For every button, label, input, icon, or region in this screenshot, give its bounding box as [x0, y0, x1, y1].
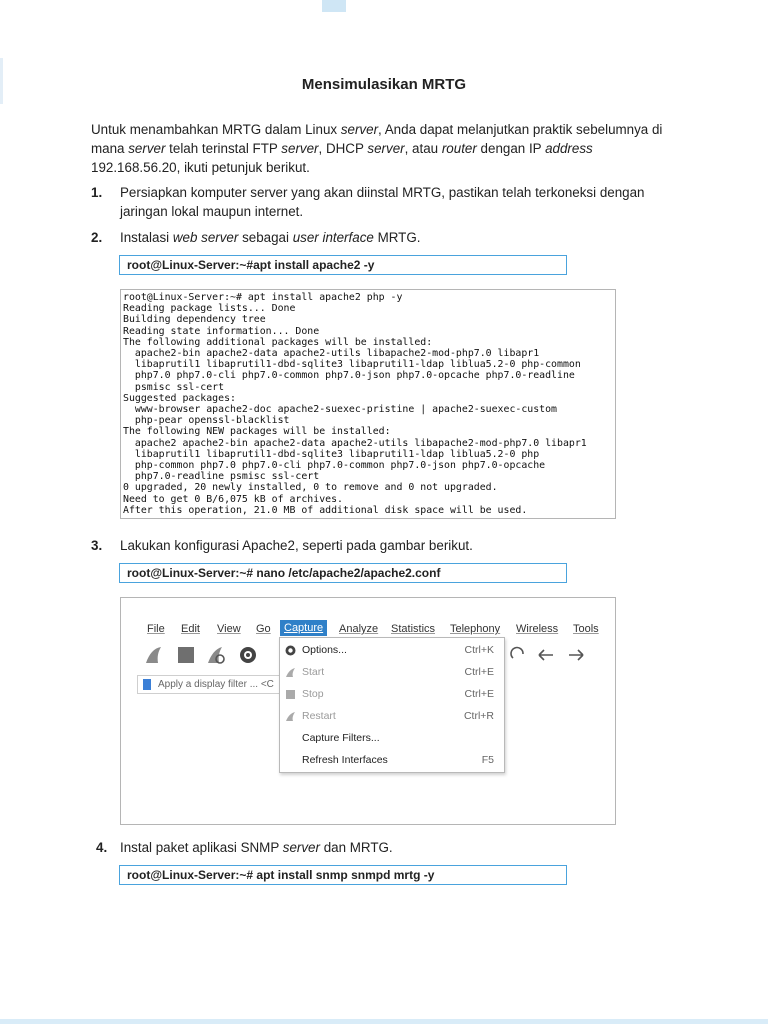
filter-placeholder: Apply a display filter ... <C — [158, 679, 274, 690]
menu-file[interactable]: File — [147, 623, 165, 635]
wireshark-menubar — [147, 620, 617, 638]
text-run: 192.168.56.20, ikuti petunjuk berikut. — [91, 160, 310, 175]
step-number: 4. — [96, 840, 108, 855]
menu-go[interactable]: Go — [256, 623, 271, 635]
terminal-line: libaprutil1 libaprutil1-dbd-sqlite3 libaprutil1-ldap liblua5.2-0 php — [123, 448, 540, 460]
terminal-line: psmisc ssl-cert — [123, 381, 225, 393]
menu-wireless[interactable]: Wireless — [516, 623, 559, 635]
terminal-line: apache2 apache2-bin apache2-data apache2-utils libapache2-mod-php7.0 libapr1 — [123, 437, 587, 449]
menu-telephony[interactable]: Telephony — [450, 623, 501, 635]
forward-arrow-icon[interactable] — [565, 644, 587, 666]
step-text — [120, 838, 681, 857]
terminal-line: php-pear openssl-blacklist — [123, 415, 290, 427]
text-run: Lakukan konfigurasi Apache2, seperti pada gambar berikut. — [120, 538, 473, 553]
step-2 — [91, 228, 681, 247]
command-box-nano: root@Linux-Server:~# nano /etc/apache2/apache2.conf — [119, 563, 567, 583]
stop-square-icon — [285, 689, 296, 700]
italic-text: router — [441, 141, 477, 156]
gear-icon — [285, 645, 296, 656]
bookmark-icon[interactable] — [143, 679, 151, 690]
stop-square-icon[interactable] — [175, 644, 197, 666]
terminal-line: The following NEW packages will be installed: — [123, 426, 391, 438]
terminal-line: libaprutil1 libaprutil1-dbd-sqlite3 libaprutil1-ldap liblua5.2-0 php-common — [123, 359, 581, 371]
step-number: 3. — [91, 538, 103, 553]
page-top-tab — [322, 0, 346, 12]
terminal-line: apache2-bin apache2-data apache2-utils libapache2-mod-php7.0 libapr1 — [123, 348, 540, 360]
text-run: , atau — [404, 141, 442, 156]
command-box-snmp: root@Linux-Server:~# apt install snmp snmpd mrtg -y — [119, 865, 567, 885]
terminal-line: php7.0 php7.0-cli php7.0-common php7.0-json php7.0-opcache php7.0-readline — [123, 370, 575, 382]
terminal-line: root@Linux-Server:~# apt install apache2 php -y — [123, 292, 403, 303]
terminal-line: The following additional packages will be installed: — [123, 336, 433, 348]
italic-text: server — [128, 141, 166, 156]
menu-item-refresh-interfaces[interactable]: Refresh Interfaces F5 — [302, 754, 494, 766]
back-arrow-icon[interactable] — [535, 644, 557, 666]
text-run: telah terinstal FTP — [165, 141, 282, 156]
text-run: dan MRTG. — [319, 840, 393, 855]
terminal-line: Building dependency tree — [123, 314, 266, 326]
terminal-line: php7.0-readline psmisc ssl-cert — [123, 471, 320, 483]
step-text — [120, 536, 681, 555]
italic-text: address — [545, 141, 593, 156]
menu-view[interactable]: View — [217, 623, 241, 635]
step-3 — [91, 536, 681, 555]
page-title: Mensimulasikan MRTG — [301, 76, 467, 93]
menu-item-restart[interactable]: Restart Ctrl+R — [280, 706, 504, 726]
text-run: , DHCP — [318, 141, 368, 156]
intro-paragraph — [91, 120, 671, 177]
italic-text: web server — [172, 230, 239, 245]
text-run: sebagai — [238, 230, 293, 245]
italic-text: server — [282, 840, 320, 855]
step-number: 2. — [91, 230, 103, 245]
text-run: MRTG. — [373, 230, 421, 245]
italic-text: server — [281, 141, 319, 156]
restart-fin-icon[interactable] — [205, 644, 227, 666]
terminal-screenshot — [120, 289, 616, 519]
italic-text: server — [367, 141, 405, 156]
menu-item-options[interactable]: Options... Ctrl+K — [280, 640, 504, 660]
terminal-line: www-browser apache2-doc apache2-suexec-pristine | apache2-suexec-custom — [123, 404, 558, 416]
step-number: 1. — [91, 185, 103, 200]
menu-analyze[interactable]: Analyze — [339, 623, 379, 635]
terminal-line: After this operation, 21.0 MB of additional disk space will be used. — [123, 504, 528, 516]
step-text — [120, 183, 681, 221]
step-1 — [91, 183, 681, 221]
italic-text: user interface — [292, 230, 374, 245]
capture-dropdown-menu — [279, 637, 505, 773]
restart-fin-icon — [285, 711, 296, 722]
menu-edit[interactable]: Edit — [181, 623, 200, 635]
menu-item-stop[interactable]: Stop Ctrl+E — [280, 684, 504, 704]
gear-icon[interactable] — [237, 644, 259, 666]
text-run: Persiapkan komputer server yang akan diinstal MRTG, pastikan telah terkoneksi dengan jaringan lokal maupun internet. — [120, 185, 645, 219]
shark-fin-icon — [285, 667, 296, 678]
italic-text: server — [340, 122, 379, 137]
wireshark-screenshot — [120, 597, 616, 825]
page-bottom-bar — [0, 1019, 768, 1024]
terminal-line: Suggested packages: — [123, 392, 236, 404]
refresh-arrow-icon[interactable] — [507, 644, 529, 666]
menu-item-capture-filters[interactable]: Capture Filters... — [302, 732, 380, 744]
text-run: Instal paket aplikasi SNMP — [120, 840, 283, 855]
text-run: dengan IP — [476, 141, 546, 156]
terminal-line: php-common php7.0 php7.0-cli php7.0-common php7.0-json php7.0-opcache — [123, 460, 546, 472]
display-filter-input[interactable] — [137, 675, 287, 694]
terminal-line: 0 upgraded, 20 newly installed, 0 to remove and 0 not upgraded. — [123, 482, 498, 494]
menu-capture[interactable]: Capture — [280, 620, 327, 636]
terminal-line: Need to get 0 B/6,075 kB of archives. — [123, 493, 343, 505]
text-run: , Anda dapat melanjutkan praktik sebelumnya di mana — [91, 122, 663, 156]
text-run: Untuk menambahkan MRTG dalam Linux — [91, 122, 341, 137]
menu-statistics[interactable]: Statistics — [391, 623, 436, 635]
text-run: Instalasi — [120, 230, 173, 245]
step-text — [120, 228, 681, 247]
terminal-line: Reading state information... Done — [123, 325, 320, 337]
shark-fin-start-icon[interactable] — [143, 644, 165, 666]
command-box-apache: root@Linux-Server:~#apt install apache2 -y — [119, 255, 567, 275]
menu-item-start[interactable]: Start Ctrl+E — [280, 662, 504, 682]
step-4 — [91, 838, 681, 857]
menu-tools[interactable]: Tools — [573, 623, 599, 635]
terminal-line: Reading package lists... Done — [123, 303, 296, 315]
